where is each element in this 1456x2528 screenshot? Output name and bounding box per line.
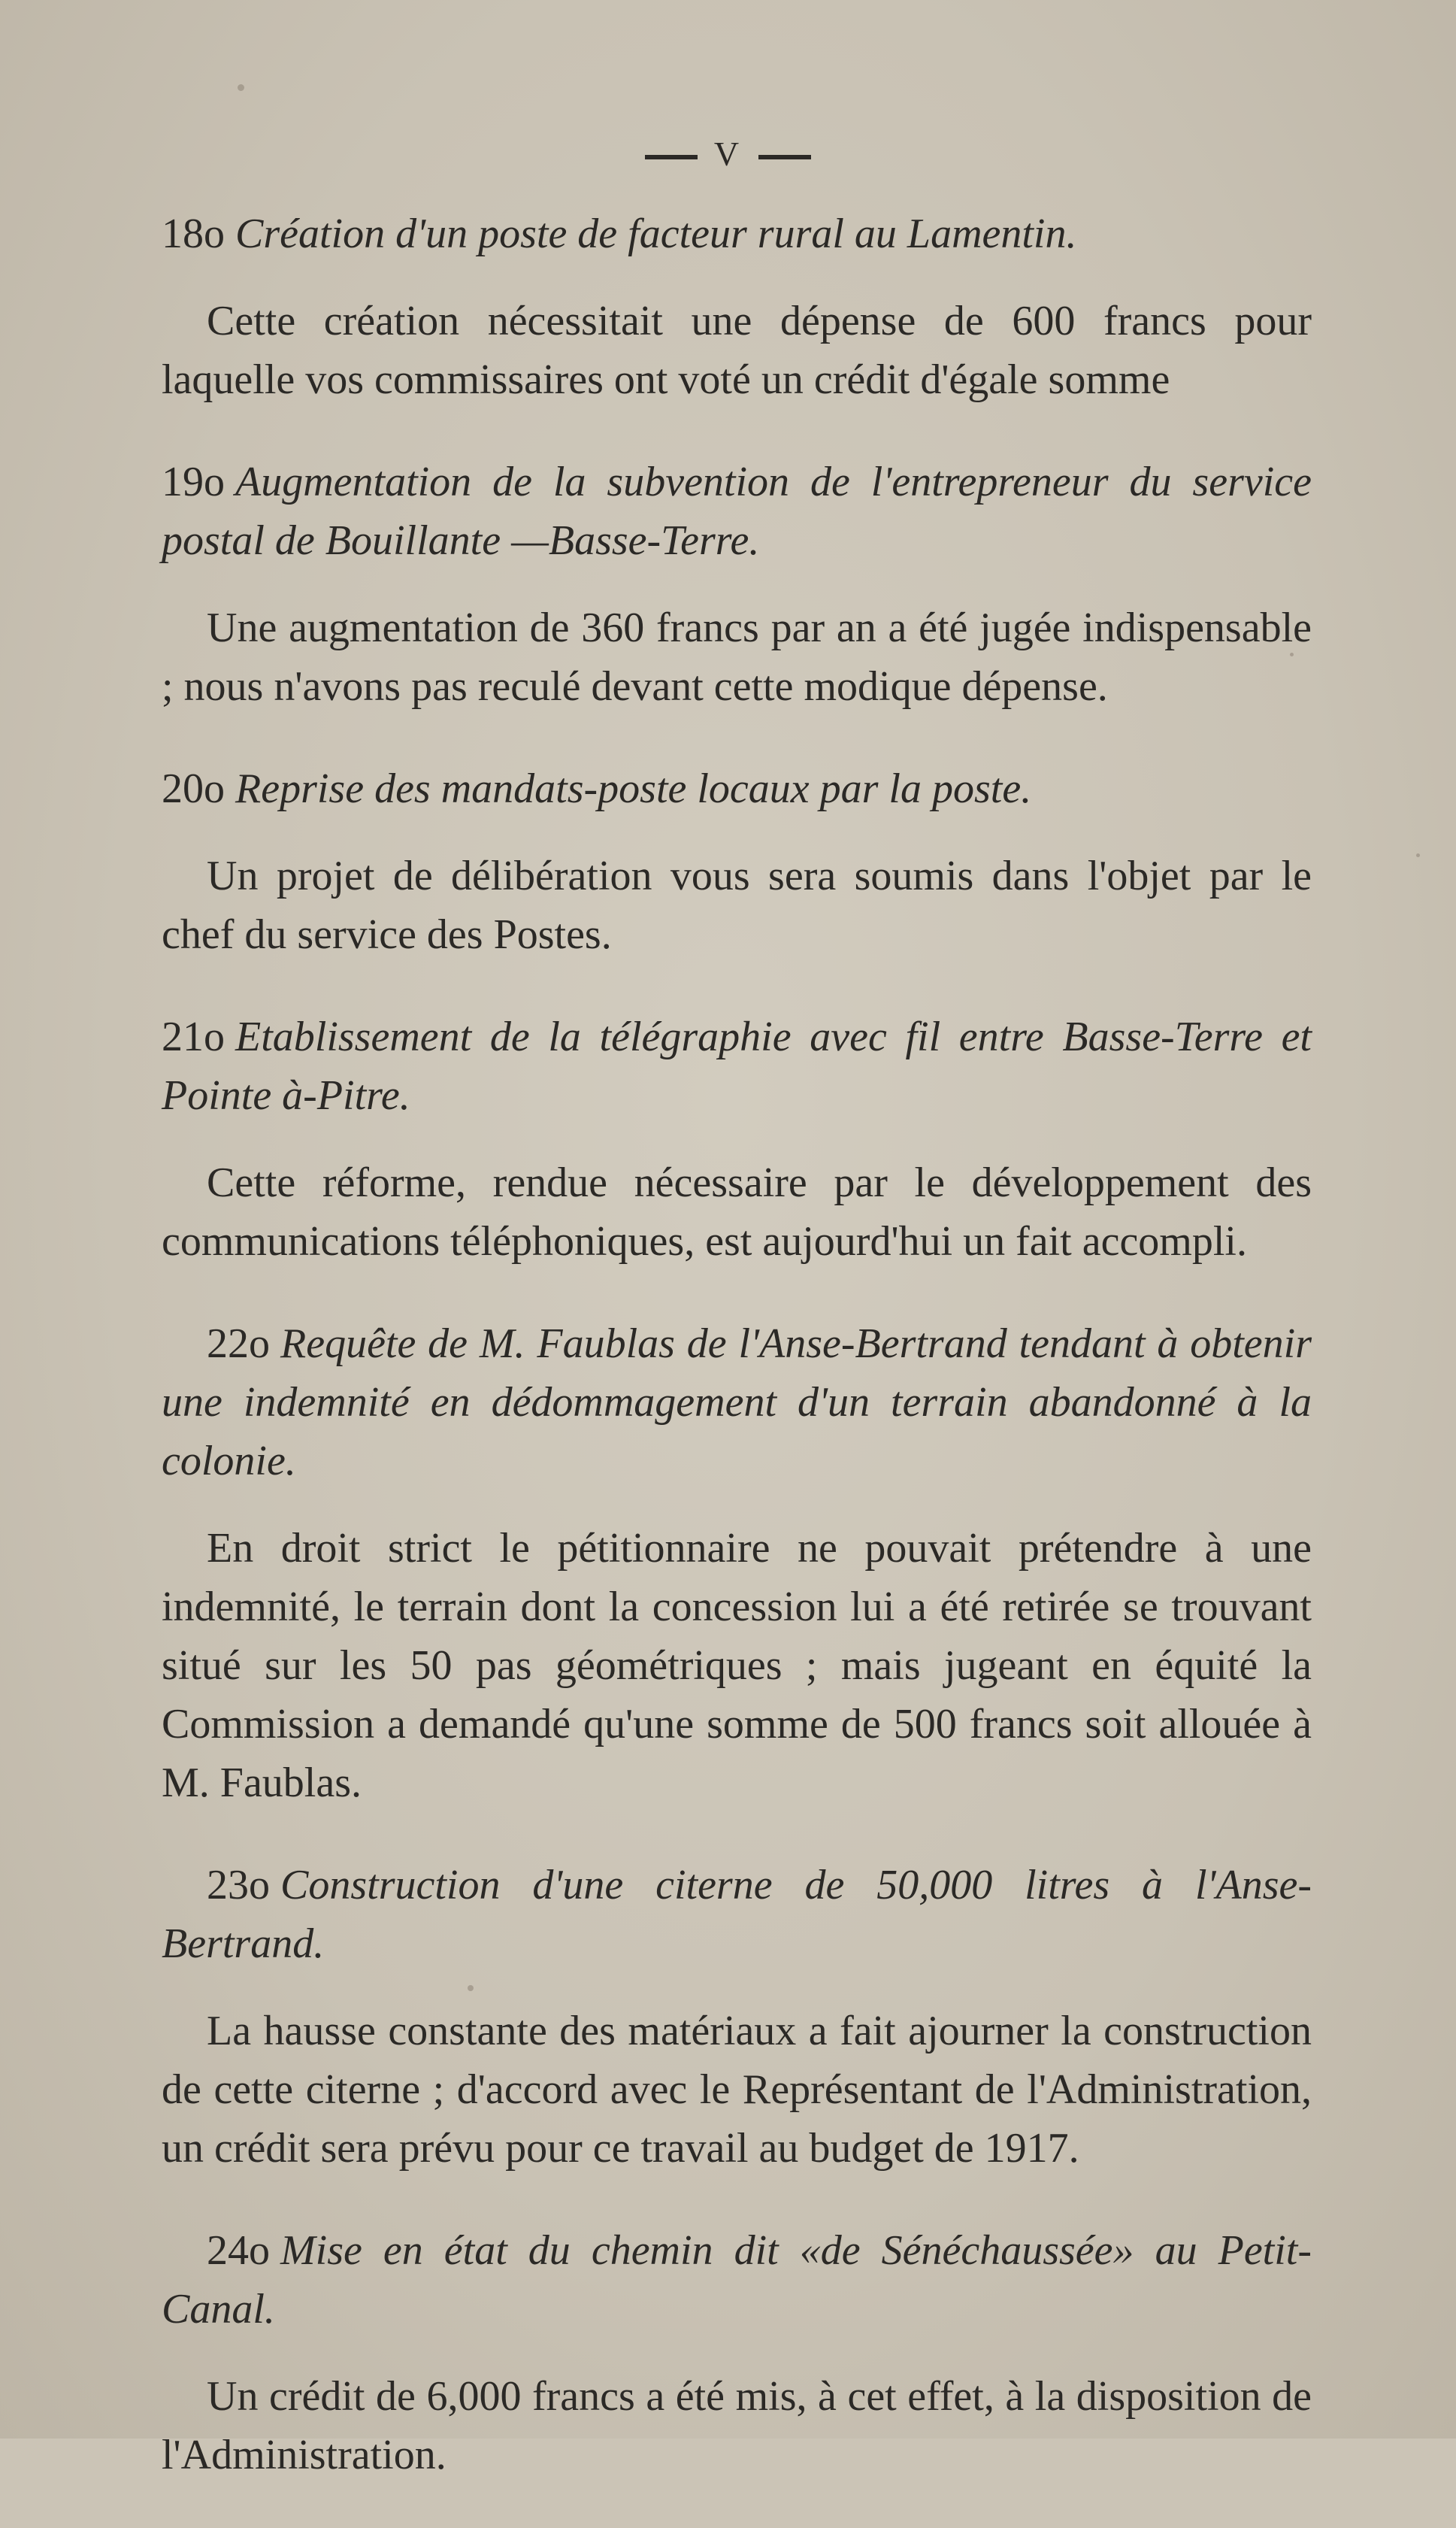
section-title: Requête de M. Faublas de l'Anse-Bertrand tendant à obtenir une indemnité en dédommagement d'un terrain abandonné à la colonie. — [162, 1320, 1312, 1484]
header-rule-left — [645, 155, 698, 159]
section-number: 18o — [162, 211, 225, 257]
section-18 — [162, 205, 1312, 409]
section-number: 19o — [162, 459, 225, 505]
header-rule-right — [758, 155, 811, 159]
section-title: Reprise des mandats-poste locaux par la poste. — [235, 765, 1032, 812]
section-heading — [162, 1314, 1312, 1490]
section-number: 24o — [207, 2227, 270, 2274]
section-heading — [162, 2221, 1312, 2339]
page-header — [0, 134, 1456, 174]
document-body — [162, 205, 1312, 2528]
section-number: 22o — [207, 1320, 270, 1367]
section-heading — [162, 1008, 1312, 1125]
page-number: V — [713, 135, 743, 173]
section-paragraph: En droit strict le pétitionnaire ne pouvait prétendre à une indemnité, le terrain dont la concession lui a été retirée se trouvant situé sur les 50 pas géométriques ; mais jugeant en équité la Commission a demandé qu'une somme de 500 francs soit allouée à M. Faublas. — [162, 1525, 1312, 1806]
section-heading — [162, 205, 1312, 263]
section-heading — [162, 759, 1312, 818]
section-22 — [162, 1314, 1312, 1812]
section-24 — [162, 2221, 1312, 2484]
section-heading — [162, 453, 1312, 570]
section-number: 21o — [162, 1014, 225, 1060]
section-paragraph: Un projet de délibération vous sera soumis dans l'objet par le chef du service des Postes. — [162, 853, 1312, 958]
section-19 — [162, 453, 1312, 716]
section-paragraph: Cette réforme, rendue nécessaire par le développement des communications téléphoniques, est aujourd'hui un fait accompli. — [162, 1159, 1312, 1265]
ink-speck — [1416, 853, 1420, 857]
section-title: Création d'un poste de facteur rural au Lamentin. — [235, 211, 1077, 257]
section-paragraph: Un crédit de 6,000 francs a été mis, à cet effet, à la disposition de l'Administration. — [162, 2373, 1312, 2478]
section-heading — [162, 1856, 1312, 1973]
section-title: Construction d'une citerne de 50,000 litres à l'Anse-Bertrand. — [162, 1862, 1312, 1967]
section-number: 20o — [162, 765, 225, 812]
section-title: Mise en état du chemin dit «de Sénéchaussée» au Petit-Canal. — [162, 2227, 1312, 2332]
section-23 — [162, 1856, 1312, 2178]
ink-speck — [238, 84, 244, 91]
section-paragraph: Une augmentation de 360 francs par an a été jugée indispensable ; nous n'avons pas reculé devant cette modique dépense. — [162, 605, 1312, 710]
section-title: Augmentation de la subvention de l'entrepreneur du service postal de Bouillante —Basse-Terre. — [162, 459, 1312, 564]
section-paragraph: Cette création nécessitait une dépense de 600 francs pour laquelle vos commissaires ont voté un crédit d'égale somme — [162, 298, 1312, 403]
section-paragraph: La hausse constante des matériaux a fait ajourner la construction de cette citerne ; d'accord avec le Représentant de l'Administration, un crédit sera prévu pour ce travail au budget de 1917. — [162, 2008, 1312, 2172]
section-title: Etablissement de la télégraphie avec fil entre Basse-Terre et Pointe à-Pitre. — [162, 1014, 1312, 1119]
section-20 — [162, 759, 1312, 964]
section-number: 23o — [207, 1862, 270, 1908]
section-21 — [162, 1008, 1312, 1271]
